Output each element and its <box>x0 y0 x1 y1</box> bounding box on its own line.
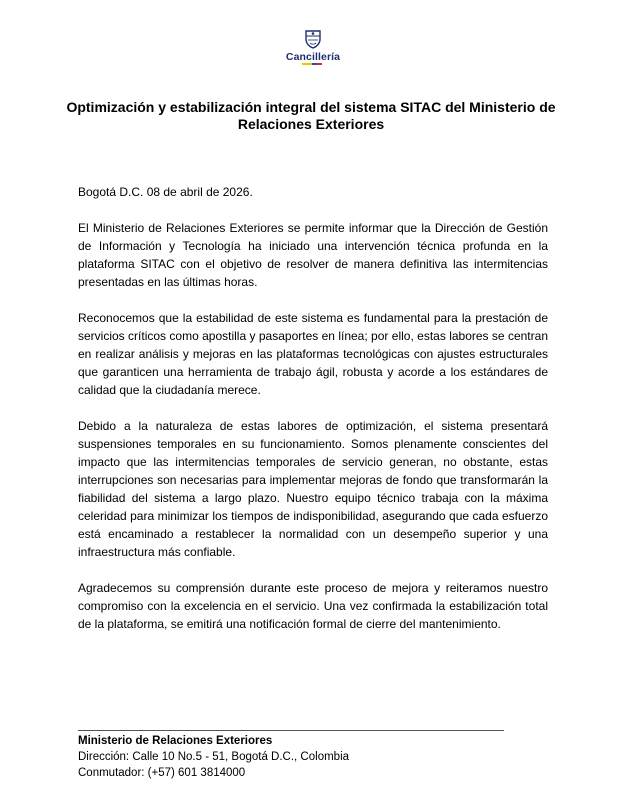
paragraph-2: Reconocemos que la estabilidad de este sistema es fundamental para la prestación de servicios críticos como apostilla y pasaportes en línea; por ello, estas labores se centran en realizar análisis y mejoras en las plataformas tecnológicas con ajustes estructurales que garanticen una herramienta de trabajo ágil, robusta y acorde a los estándares de calidad que la ciudadanía merece. <box>78 311 548 397</box>
document-date: Bogotá D.C. 08 de abril de 2026. <box>78 185 253 199</box>
flag-strip <box>302 63 322 65</box>
paragraph-4: Agradecemos su comprensión durante este proceso de mejora y reiteramos nuestro compromiso con la excelencia en el servicio. Una vez confirmada la estabilización total de la plataforma, se emitirá una notificación formal de cierre del mantenimiento. <box>78 581 548 631</box>
logo-text: Cancillería <box>285 51 341 63</box>
coat-of-arms-icon <box>302 28 324 50</box>
document-title: Optimización y estabilización integral del sistema SITAC del Ministerio de Relaciones Exteriores <box>66 99 556 132</box>
footer-phone: Conmutador: (+57) 601 3814000 <box>78 767 246 779</box>
footer-organization: Ministerio de Relaciones Exteriores <box>78 735 273 747</box>
footer-address: Dirección: Calle 10 No.5 - 51, Bogotá D.C., Colombia <box>78 751 350 763</box>
paragraph-1: El Ministerio de Relaciones Exteriores se permite informar que la Dirección de Gestión de Información y Tecnología ha iniciado una intervención técnica profunda en la plataforma SITAC con el objetivo de resolver de manera definitiva las intermitencias presentadas en las últimas horas. <box>78 221 548 289</box>
footer-divider <box>78 730 504 731</box>
paragraph-3: Debido a la naturaleza de estas labores de optimización, el sistema presentará suspensiones temporales en su funcionamiento. Somos plenamente conscientes del impacto que las intermitencias temporales de servicio generan, no obstante, estas interrupciones son necesarias para implementar mejoras de fondo que transformarán la fiabilidad del sistema a largo plazo. Nuestro equipo técnico trabaja con la máxima celeridad para minimizar los tiempos de indisponibilidad, asegurando que cada esfuerzo está encaminado a restablecer la normalidad con un desempeño superior y una infraestructura más confiable. <box>78 419 548 559</box>
flag-yellow <box>302 63 312 65</box>
flag-red <box>317 63 322 65</box>
footer <box>78 733 548 781</box>
